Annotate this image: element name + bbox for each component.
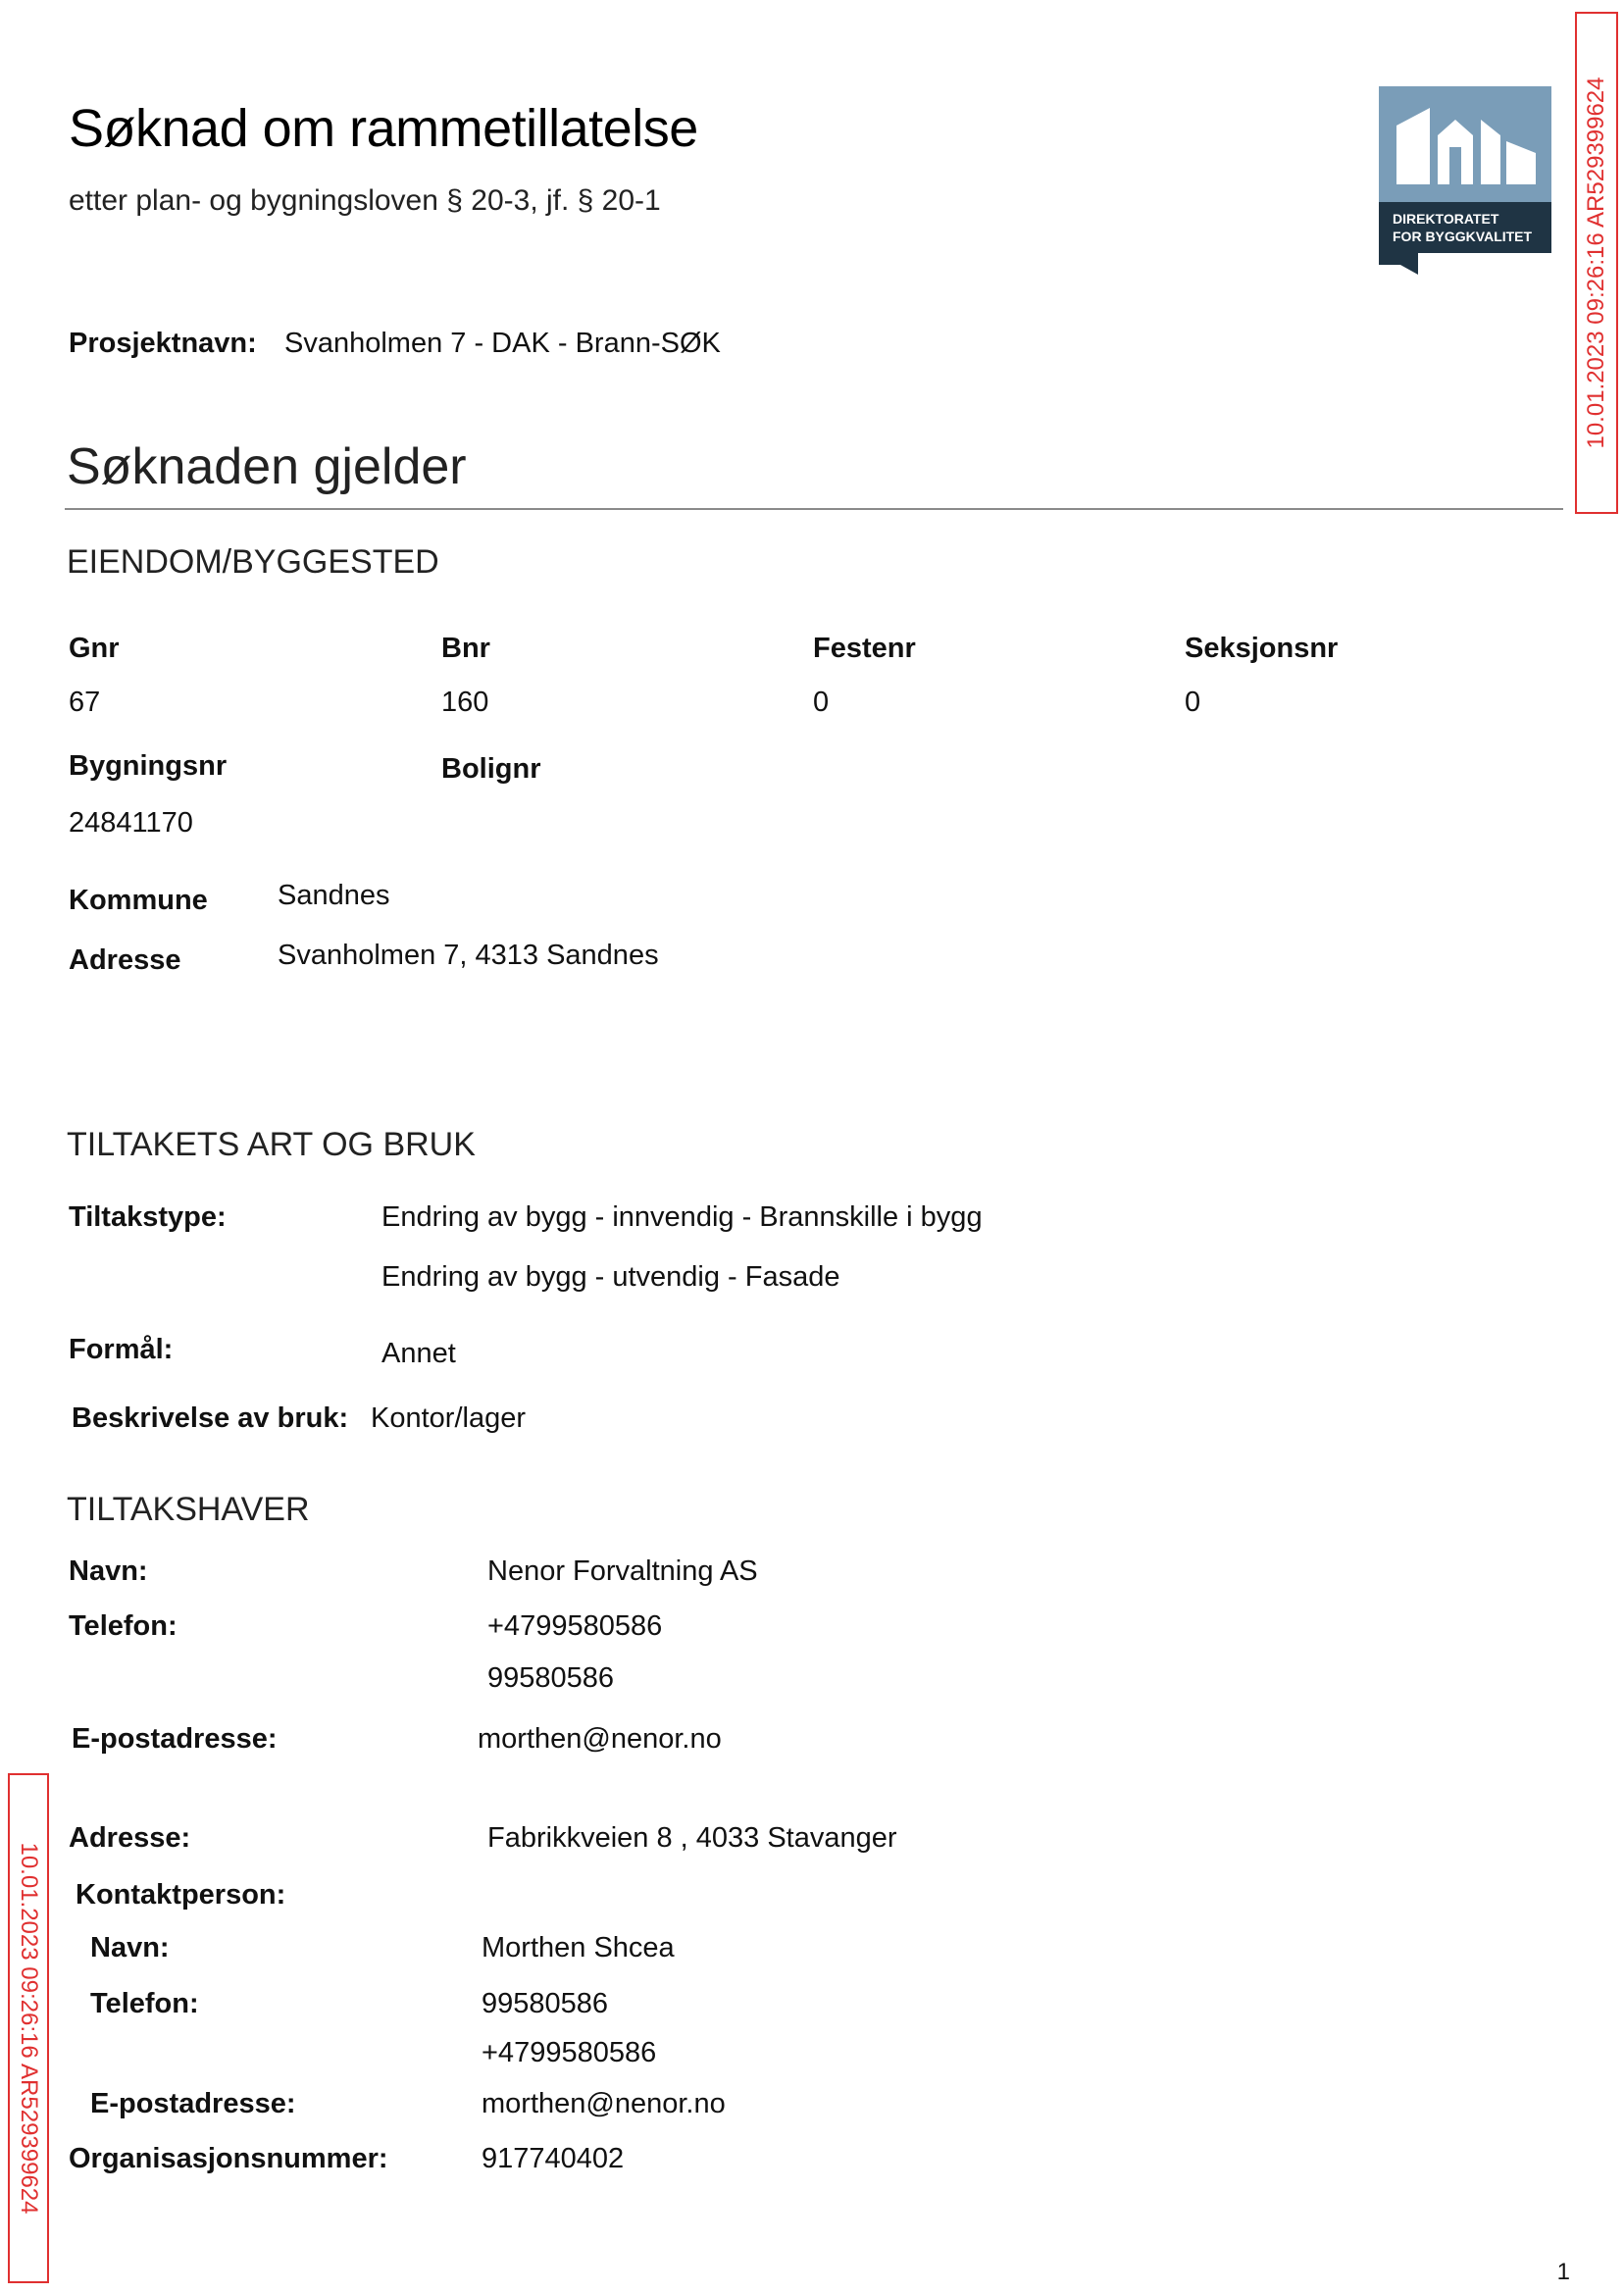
festenr-value: 0 xyxy=(813,687,830,718)
owner-epost-value: morthen@nenor.no xyxy=(478,1723,722,1755)
gnr-label: Gnr xyxy=(69,633,120,664)
owner-telefon-value-2: 99580586 xyxy=(487,1662,615,1694)
tiltakstype-value-2: Endring av bygg - utvendig - Fasade xyxy=(381,1261,840,1293)
kommune-label: Kommune xyxy=(69,885,208,916)
owner-heading: TILTAKSHAVER xyxy=(67,1491,310,1528)
orgnr-label: Organisasjonsnummer: xyxy=(69,2143,388,2174)
orgnr-value: 917740402 xyxy=(482,2143,625,2174)
kontakt-navn-label: Navn: xyxy=(90,1932,170,1963)
section-divider xyxy=(65,508,1563,510)
kontaktperson-label: Kontaktperson: xyxy=(76,1879,286,1911)
page-number: 1 xyxy=(1556,2259,1570,2285)
project-name-value: Svanholmen 7 - DAK - Brann-SØK xyxy=(284,328,721,359)
beskrivelse-label: Beskrivelse av bruk: xyxy=(72,1402,349,1434)
seksjonsnr-value: 0 xyxy=(1185,687,1201,718)
owner-telefon-value-1: +4799580586 xyxy=(487,1610,663,1642)
beskrivelse-value: Kontor/lager xyxy=(371,1402,526,1434)
kontakt-telefon-value-1: 99580586 xyxy=(482,1988,609,2019)
kontakt-navn-value: Morthen Shcea xyxy=(482,1932,675,1963)
owner-navn-label: Navn: xyxy=(69,1555,148,1587)
kontakt-telefon-value-2: +4799580586 xyxy=(482,2037,657,2068)
section-title: Søknaden gjelder xyxy=(67,438,467,495)
kommune-value: Sandnes xyxy=(278,880,390,911)
bnr-label: Bnr xyxy=(441,633,490,664)
bolignr-label: Bolignr xyxy=(441,753,541,785)
document-title: Søknad om rammetillatelse xyxy=(69,99,698,158)
measure-heading: TILTAKETS ART OG BRUK xyxy=(67,1126,476,1163)
festenr-label: Festenr xyxy=(813,633,916,664)
seksjonsnr-label: Seksjonsnr xyxy=(1185,633,1339,664)
formal-value: Annet xyxy=(381,1338,456,1369)
adresse-value: Svanholmen 7, 4313 Sandnes xyxy=(278,940,659,971)
bnr-value: 160 xyxy=(441,687,489,718)
tiltakstype-value-1: Endring av bygg - innvendig - Brannskille i bygg xyxy=(381,1201,983,1233)
dibk-logo xyxy=(1379,86,1551,275)
kontakt-telefon-label: Telefon: xyxy=(90,1988,199,2019)
project-name-label: Prosjektnavn: xyxy=(69,328,257,359)
bygningsnr-label: Bygningsnr xyxy=(69,750,228,782)
logo-text-1: DIREKTORATET xyxy=(1393,211,1499,227)
property-heading: EIENDOM/BYGGESTED xyxy=(67,543,439,581)
owner-telefon-label: Telefon: xyxy=(69,1610,178,1642)
kontakt-epost-label: E-postadresse: xyxy=(90,2088,296,2119)
timestamp-stamp-left-text: 10.01.2023 09:26:16 AR529399624 xyxy=(16,1842,42,2215)
dibk-logo-graphic xyxy=(1379,86,1551,275)
tiltakstype-label: Tiltakstype: xyxy=(69,1201,227,1233)
document-subtitle: etter plan- og bygningsloven § 20-3, jf. § 20-1 xyxy=(69,184,661,217)
timestamp-stamp-right xyxy=(1575,12,1618,514)
owner-epost-label: E-postadresse: xyxy=(72,1723,278,1755)
adresse-label: Adresse xyxy=(69,944,181,976)
kontakt-epost-value: morthen@nenor.no xyxy=(482,2088,726,2119)
owner-adresse-label: Adresse: xyxy=(69,1822,191,1854)
logo-text-2: FOR BYGGKVALITET xyxy=(1393,229,1533,244)
owner-adresse-value: Fabrikkveien 8 , 4033 Stavanger xyxy=(487,1822,897,1854)
timestamp-stamp-right-text: 10.01.2023 09:26:16 AR529399624 xyxy=(1583,76,1609,449)
formal-label: Formål: xyxy=(69,1334,174,1365)
timestamp-stamp-left xyxy=(8,1773,49,2283)
gnr-value: 67 xyxy=(69,687,101,718)
owner-navn-value: Nenor Forvaltning AS xyxy=(487,1555,758,1587)
bygningsnr-value: 24841170 xyxy=(69,807,193,839)
